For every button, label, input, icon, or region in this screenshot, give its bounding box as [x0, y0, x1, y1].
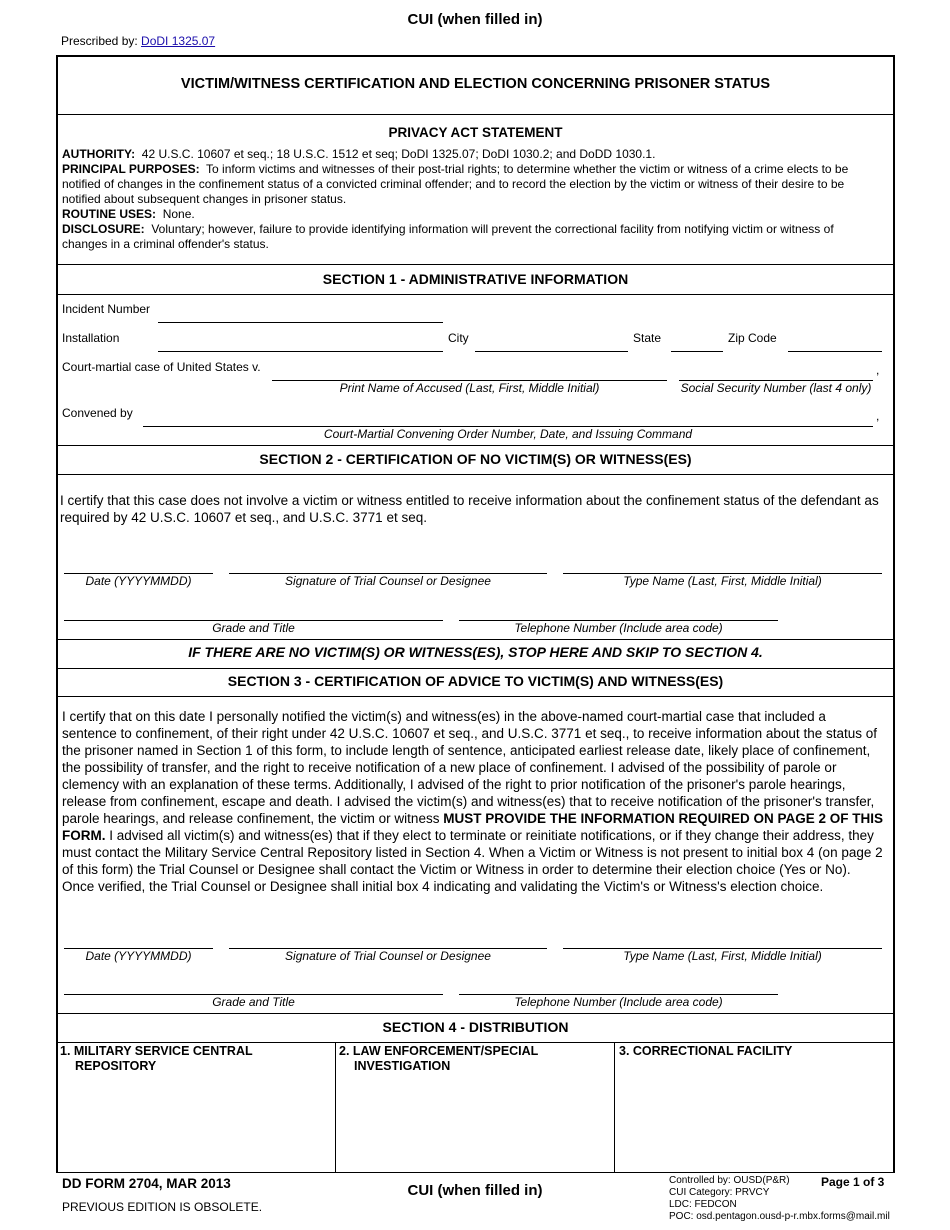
- field-line: [158, 322, 443, 323]
- divider: [56, 474, 895, 475]
- authority-text: 42 U.S.C. 10607 et seq.; 18 U.S.C. 1512 et seq; DoDI 1325.07; DoDI 1030.2; and DoDD 1030.1.: [141, 147, 656, 161]
- s2-phone-input[interactable]: [459, 603, 778, 619]
- s3-phone-caption: Telephone Number (Include area code): [514, 995, 723, 1009]
- routine-para: [62, 207, 880, 222]
- accused-name-input[interactable]: [272, 363, 667, 379]
- purposes-text: To inform victims and witnesses of their post-trial rights; to determine whether the victim or witness of a crime elects to be notified of changes in the confinement status of a convicted criminal offender; and to record the election by the victim or witness of their desire to be notified about subsequent changes in prisoner status.: [62, 162, 849, 206]
- repository-label: REPOSITORY: [75, 1059, 157, 1073]
- city-input[interactable]: [475, 334, 628, 350]
- authority-label: AUTHORITY:: [62, 147, 136, 161]
- divider: [56, 445, 895, 446]
- distribution-law-enforcement[interactable]: [339, 1044, 538, 1074]
- disclosure-text: Voluntary; however, failure to provide identifying information will prevent the correctional facility from notifying victim or witness of changes in a criminal offender's status.: [62, 222, 834, 251]
- statement-text: I advised all victim(s) and witness(es) that if they elect to terminate or reinitiate notifications, or if they change their address, they must contact the Military Service Central Repository listed in Section 4. When a Victim or Witness is not present to initial box 4 (on page 2 of this form) the Trial Counsel or Designee shall contact the Victim or Witness in order to determine their election choice (Yes or No). Once verified, the Trial Counsel or Designee shall initial box 4 indicating and validating the Victim's or Witness's election choice.: [62, 828, 883, 894]
- divider: [56, 1172, 895, 1173]
- accused-caption: Print Name of Accused (Last, First, Middle Initial): [339, 381, 600, 395]
- s3-phone-input[interactable]: [459, 977, 778, 993]
- zip-input[interactable]: [788, 334, 882, 350]
- form-id: DD FORM 2704, MAR 2013: [62, 1176, 231, 1191]
- state-input[interactable]: [671, 334, 723, 350]
- repository-label: 1. MILITARY SERVICE CENTRAL: [60, 1044, 253, 1058]
- law-enforcement-label: INVESTIGATION: [354, 1059, 451, 1073]
- comma: ,: [876, 409, 880, 423]
- law-enforcement-label: 2. LAW ENFORCEMENT/SPECIAL: [339, 1044, 539, 1058]
- divider: [56, 294, 895, 295]
- distribution-repository[interactable]: [60, 1044, 253, 1074]
- cui-footer: CUI (when filled in): [407, 1182, 543, 1199]
- convening-caption: Court-Martial Convening Order Number, Date, and Issuing Command: [323, 427, 693, 441]
- divider: [56, 264, 895, 265]
- s3-grade-input[interactable]: [64, 977, 443, 993]
- cui-header: CUI (when filled in): [407, 11, 543, 28]
- s2-date-input[interactable]: [64, 556, 213, 572]
- purposes-para: [62, 162, 880, 207]
- installation-input[interactable]: [158, 334, 443, 350]
- field-line: [158, 351, 443, 352]
- s2-grade-caption: Grade and Title: [212, 621, 295, 635]
- distribution-correctional[interactable]: [619, 1044, 792, 1059]
- s2-typename-input[interactable]: [563, 556, 882, 572]
- correctional-label: 3. CORRECTIONAL FACILITY: [619, 1044, 793, 1058]
- controlled-by: Controlled by: OUSD(P&R): [669, 1175, 790, 1186]
- routine-label: ROUTINE USES:: [62, 207, 157, 221]
- incident-number-input[interactable]: [158, 305, 443, 321]
- statement-emphasis: MUST PROVIDE THE INFORMATION REQUIRED ON PAGE 2 OF THIS FORM.: [62, 811, 883, 843]
- section2-title: SECTION 2 - CERTIFICATION OF NO VICTIM(S) OR WITNESS(ES): [259, 451, 692, 467]
- cui-category: CUI Category: PRVCY: [669, 1187, 770, 1198]
- s2-date-caption: Date (YYYYMMDD): [85, 574, 192, 588]
- divider: [56, 1013, 895, 1014]
- purposes-label: PRINCIPAL PURPOSES:: [62, 162, 200, 176]
- s2-signature-caption: Signature of Trial Counsel or Designee: [285, 574, 491, 588]
- s3-grade-caption: Grade and Title: [212, 995, 295, 1009]
- stop-notice: IF THERE ARE NO VICTIM(S) OR WITNESS(ES), STOP HERE AND SKIP TO SECTION 4.: [188, 644, 763, 660]
- disclosure-label: DISCLOSURE:: [62, 222, 145, 236]
- convened-by-input[interactable]: [143, 409, 873, 425]
- divider: [56, 114, 895, 115]
- s3-typename-input[interactable]: [563, 931, 882, 947]
- obsolete-notice: PREVIOUS EDITION IS OBSOLETE.: [62, 1200, 263, 1214]
- privacy-title: PRIVACY ACT STATEMENT: [388, 125, 563, 140]
- dodi-link[interactable]: DoDI 1325.07: [141, 34, 216, 48]
- authority-para: [62, 147, 880, 162]
- column-divider: [614, 1042, 615, 1172]
- column-divider: [335, 1042, 336, 1172]
- prescribed-by-label: Prescribed by:: [61, 34, 138, 48]
- state-label: State: [633, 331, 662, 345]
- s3-date-input[interactable]: [64, 931, 213, 947]
- poc: POC: osd.pentagon.ousd-p-r.mbx.forms@mail.mil: [669, 1211, 890, 1222]
- comma: ,: [876, 363, 880, 377]
- field-line: [788, 351, 882, 352]
- s2-grade-input[interactable]: [64, 603, 443, 619]
- form-title: VICTIM/WITNESS CERTIFICATION AND ELECTION CONCERNING PRISONER STATUS: [180, 76, 771, 92]
- incident-number-label: Incident Number: [62, 302, 151, 316]
- ssn-input[interactable]: [679, 363, 873, 379]
- section3-statement: [62, 708, 884, 895]
- s3-signature-caption: Signature of Trial Counsel or Designee: [285, 949, 491, 963]
- city-label: City: [448, 331, 469, 345]
- s2-phone-caption: Telephone Number (Include area code): [514, 621, 723, 635]
- divider: [56, 639, 895, 640]
- s3-date-caption: Date (YYYYMMDD): [85, 949, 192, 963]
- prescribed-by: [61, 34, 215, 48]
- ldc: LDC: FEDCON: [669, 1199, 737, 1210]
- s3-typename-caption: Type Name (Last, First, Middle Initial): [623, 949, 822, 963]
- disclosure-para: [62, 222, 880, 252]
- section2-statement: I certify that this case does not involve a victim or witness entitled to receive information about the confinement status of the defendant as required by 42 U.S.C. 10607 et seq., and U.S.C. 3771 et seq.: [60, 493, 879, 525]
- section3-title: SECTION 3 - CERTIFICATION OF ADVICE TO VICTIM(S) AND WITNESS(ES): [227, 673, 724, 689]
- s2-typename-caption: Type Name (Last, First, Middle Initial): [623, 574, 822, 588]
- divider: [56, 696, 895, 697]
- zip-label: Zip Code: [728, 331, 777, 345]
- installation-label: Installation: [62, 331, 120, 345]
- section4-title: SECTION 4 - DISTRIBUTION: [382, 1019, 569, 1035]
- court-martial-label: Court-martial case of United States v.: [62, 360, 261, 374]
- divider: [56, 668, 895, 669]
- statement-text: I certify that on this date I personally notified the victim(s) and witness(es) in the above-named court-martial case that included a sentence to confinement, of their right under 42 U.S.C. 10607 et seq., and U.S.C. 3771 et seq., to receive information about the status of the prisoner named in Section 1 of this form, to include length of sentence, anticipated earliest release date, likely place of confinement, the possibility of transfer, and the right to receive notification of a new place of confinement. I advised of the possibility of parole or clemency with an explanation of these terms. Additionally, I advised of the right to prior notification of the prisoner's parole hearings, release from confinement, escape and death. I advised the victim(s) and witness(es) that to receive notification of the prisoner's transfer, parole hearings, and release confinement, the victim or witness: [62, 709, 877, 826]
- convened-by-label: Convened by: [62, 406, 133, 420]
- privacy-statement: [62, 147, 880, 252]
- ssn-caption: Social Security Number (last 4 only): [680, 381, 872, 395]
- routine-text: None.: [162, 207, 195, 221]
- field-line: [475, 351, 628, 352]
- page-number: Page 1 of 3: [821, 1175, 885, 1189]
- section1-title: SECTION 1 - ADMINISTRATIVE INFORMATION: [322, 271, 629, 287]
- field-line: [671, 351, 723, 352]
- divider: [56, 1042, 895, 1043]
